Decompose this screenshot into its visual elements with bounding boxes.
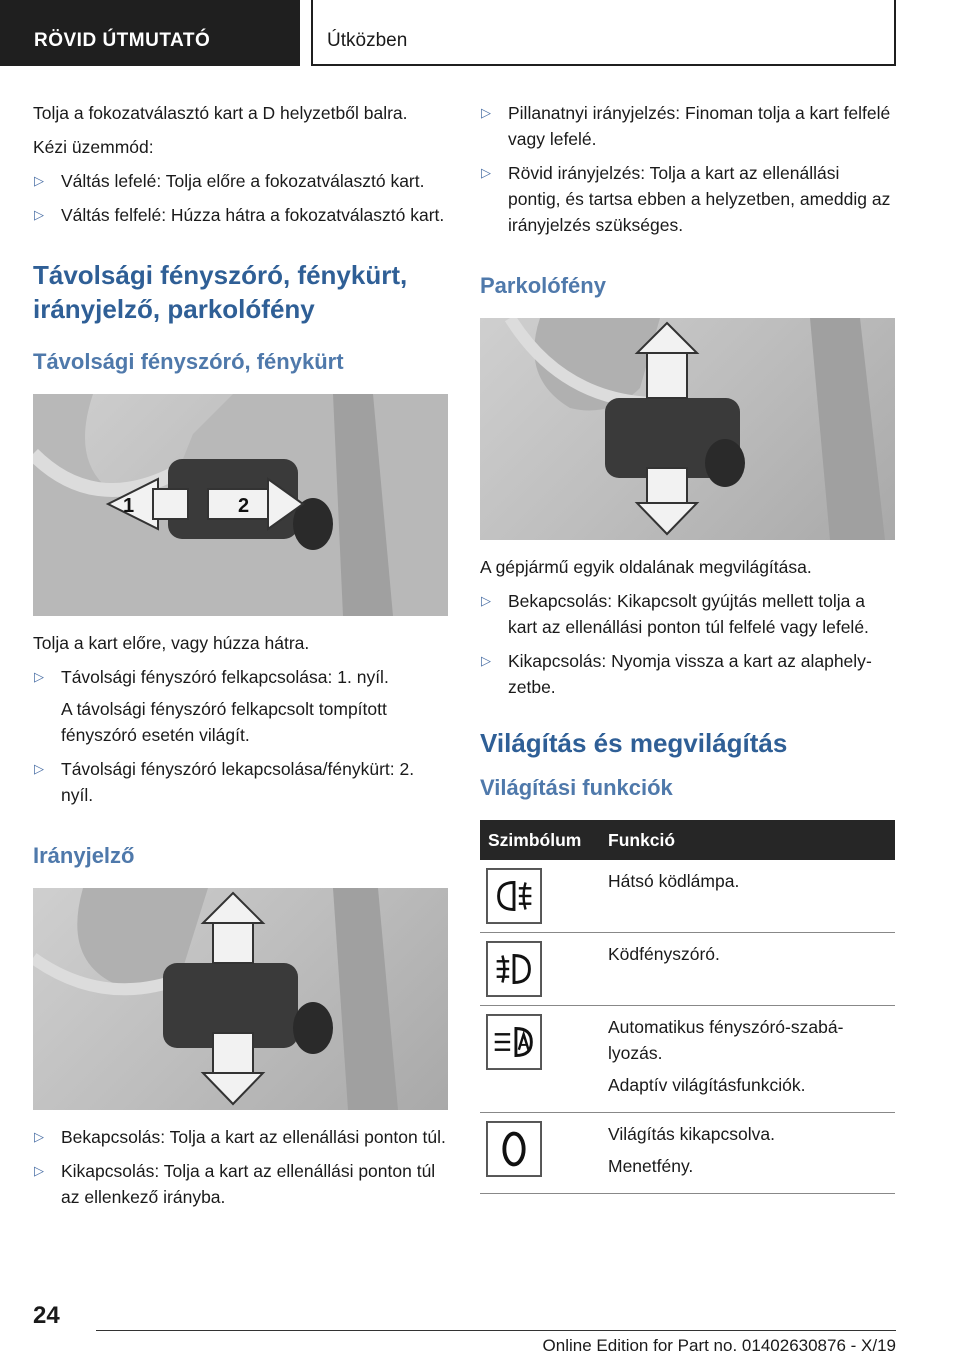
function-text: Hátsó ködlámpa. xyxy=(608,871,740,891)
table-row xyxy=(480,860,895,933)
arrow-label-2: 2 xyxy=(238,495,250,517)
table-row xyxy=(480,1006,895,1113)
function-cell xyxy=(600,1113,895,1194)
triangle-bullet-icon: ▷ xyxy=(481,105,491,120)
list-item-text: Váltás lefelé: Tolja előre a fokozatválasztó kart. xyxy=(61,171,425,191)
list-item-text: Váltás felfelé: Húzza hátra a fokozatválasztó kart. xyxy=(61,205,445,225)
subsection-heading: Távolsági fényszóró, fénykürt xyxy=(33,349,344,374)
symbol-cell xyxy=(480,1113,600,1194)
list-item-text: Pillanatnyi irányjelzés: Finoman tolja a kart felfelé vagy lefelé. xyxy=(508,103,891,149)
symbol-cell xyxy=(480,1006,600,1113)
lights-off-icon xyxy=(486,1121,542,1177)
triangle-bullet-icon: ▷ xyxy=(481,593,491,608)
paragraph: Tolja a kart előre, vagy húzza hátra. xyxy=(33,633,310,653)
section-heading: Távolsági fényszóró, fénykürt, irányjelző, parkolófény xyxy=(33,260,408,324)
symbol-cell xyxy=(480,860,600,933)
auto-headlight-icon xyxy=(486,1014,542,1070)
list-item xyxy=(480,160,895,238)
high-beam-lever-illustration xyxy=(33,394,448,616)
function-cell xyxy=(600,933,895,1006)
rear-fog-light-icon xyxy=(486,868,542,924)
triangle-bullet-icon: ▷ xyxy=(34,669,44,684)
list-item xyxy=(33,1158,448,1210)
list-item xyxy=(33,168,448,194)
function-cell xyxy=(600,1006,895,1113)
symbol-cell xyxy=(480,933,600,1006)
lighting-functions-table xyxy=(480,820,895,1194)
list-item-text: Bekapcsolás: Tolja a kart az ellenállási ponton túl. xyxy=(61,1127,446,1147)
paragraph: A gépjármű egyik oldalának megvilágítása. xyxy=(480,557,812,577)
list-item xyxy=(33,202,448,228)
list-item xyxy=(480,588,895,640)
column-header-function: Funkció xyxy=(600,820,895,860)
list-item-text: Kikapcsolás: Nyomja vissza a kart az alaphelyzetbe. xyxy=(508,651,872,697)
table-header-row xyxy=(480,820,895,860)
section-heading: Világítás és megvilágítás xyxy=(480,728,788,758)
function-cell xyxy=(600,860,895,933)
page-header xyxy=(0,0,960,66)
list-item xyxy=(33,1124,448,1150)
list-item-text: Bekapcsolás: Kikapcsolt gyújtás mellett tolja a kart az ellenállási ponton túl felfelé vagy lefelé. xyxy=(508,591,869,637)
subsection-heading: Parkolófény xyxy=(480,273,606,298)
triangle-bullet-icon: ▷ xyxy=(34,761,44,776)
triangle-bullet-icon: ▷ xyxy=(34,173,44,188)
turn-signal-lever-illustration xyxy=(33,888,448,1110)
triangle-bullet-icon: ▷ xyxy=(481,165,491,180)
table-row xyxy=(480,1113,895,1194)
front-fog-light-icon xyxy=(486,941,542,997)
list-item-text: Rövid irányjelzés: Tolja a kart az ellenállási pontig, és tartsa ebben a helyzetben, ameddig az irányjelzés szükséges. xyxy=(508,163,891,235)
right-column xyxy=(480,100,895,1194)
list-item xyxy=(33,664,448,748)
list-item-note: A távolsági fényszóró felkapcsolt tompított fényszóró esetén világít. xyxy=(61,699,387,745)
list-item-text: Távolsági fényszóró lekapcsolása/fénykürt: 2. nyíl. xyxy=(61,759,415,805)
triangle-bullet-icon: ▷ xyxy=(34,1163,44,1178)
list-item-text: Kikapcsolás: Tolja a kart az ellenállási ponton túl az ellenkező irányba. xyxy=(61,1161,436,1207)
function-text: Automatikus fényszóró-szabályozás. xyxy=(608,1017,844,1063)
triangle-bullet-icon: ▷ xyxy=(34,1129,44,1144)
column-header-symbol: Szimbólum xyxy=(480,820,600,860)
subsection-heading: Világítási funkciók xyxy=(480,775,673,800)
triangle-bullet-icon: ▷ xyxy=(34,207,44,222)
section-tab: RÖVID ÚTMUTATÓ xyxy=(0,0,300,66)
left-column xyxy=(33,100,448,1218)
table-row xyxy=(480,933,895,1006)
function-text: Ködfényszóró. xyxy=(608,944,720,964)
list-item xyxy=(480,648,895,700)
arrow-label-1: 1 xyxy=(123,495,135,517)
function-text: Adaptív világításfunkciók. xyxy=(608,1075,806,1095)
paragraph: Kézi üzemmód: xyxy=(33,137,154,157)
parking-light-lever-illustration xyxy=(480,318,895,540)
paragraph: Tolja a fokozatválasztó kart a D helyzetből balra. xyxy=(33,103,408,123)
list-item xyxy=(33,756,448,808)
chapter-tab: Útközben xyxy=(311,0,896,66)
function-text: Világítás kikapcsolva. xyxy=(608,1124,775,1144)
list-item-text: Távolsági fényszóró felkapcsolása: 1. nyíl. xyxy=(61,667,389,687)
subsection-heading: Irányjelző xyxy=(33,843,135,868)
triangle-bullet-icon: ▷ xyxy=(481,653,491,668)
page-number: 24 xyxy=(33,1302,60,1329)
edition-note: Online Edition for Part no. 01402630876 - X/19 xyxy=(542,1336,896,1355)
footer-divider xyxy=(96,1330,896,1331)
list-item xyxy=(480,100,895,152)
function-text: Menetfény. xyxy=(608,1156,694,1176)
